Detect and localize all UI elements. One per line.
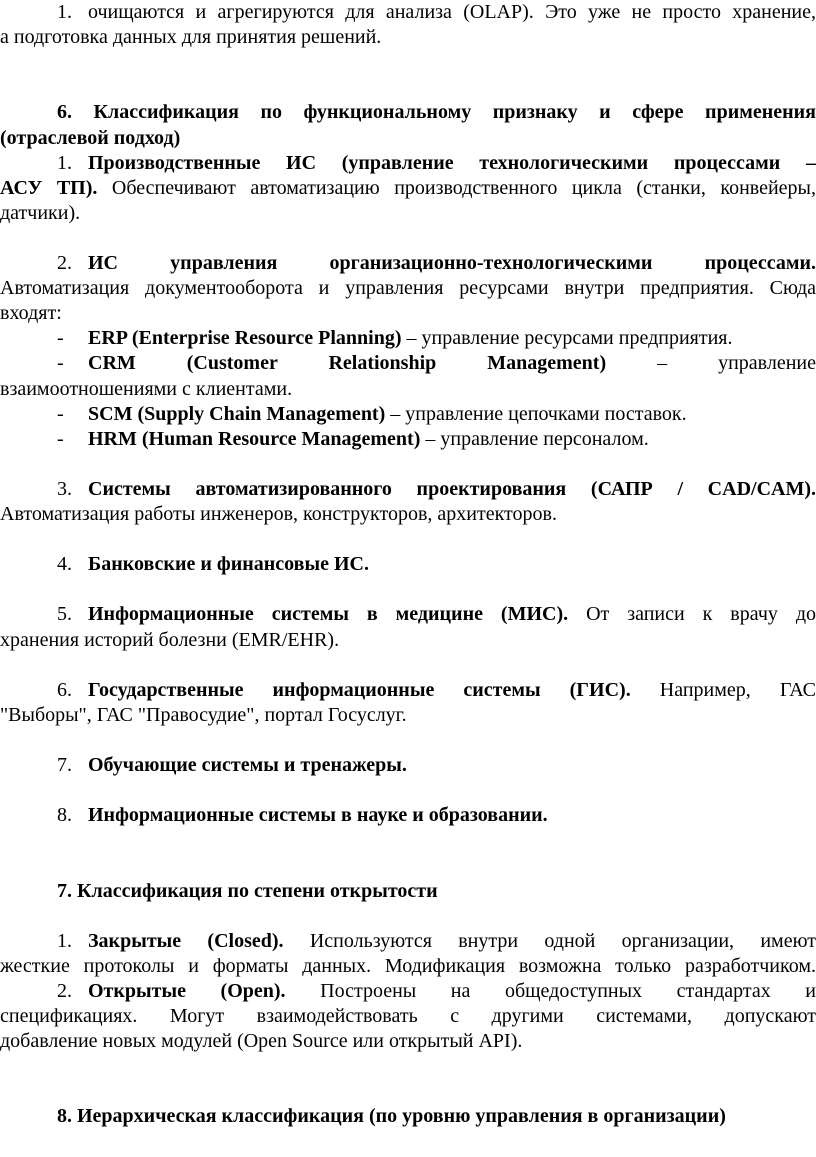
list-marker: 4. [57, 553, 72, 576]
list-marker: - [57, 427, 64, 450]
list-marker: 2. [57, 252, 72, 274]
text-line [0, 100, 816, 125]
text-line [0, 929, 816, 954]
list-marker: 1. [57, 929, 72, 952]
bold-text: 7. Классификация по степени открытости [57, 879, 438, 902]
list-marker: 1. [57, 1, 72, 23]
bold-text: Обучающие системы и тренажеры. [88, 754, 407, 776]
text-line [0, 326, 816, 351]
bold-text: Производственные ИС (управление технологическими процессами – [88, 151, 816, 174]
text-line [0, 1029, 816, 1054]
text-line [0, 1104, 816, 1129]
text: Автоматизация работы инженеров, конструкторов, архитекторов. [0, 503, 557, 525]
text-line [0, 703, 816, 728]
text: – управление [606, 352, 816, 375]
list-marker: - [57, 402, 64, 425]
list-marker: - [57, 352, 64, 375]
bold-text: CRM (Customer Relationship Management) [88, 352, 607, 375]
list-marker: 2. [57, 979, 72, 1002]
bold-text: 6. Классификация по функциональному признаку и сфере применения [57, 101, 816, 124]
text-line [0, 126, 816, 151]
bold-text: Информационные системы в медицине (МИС). [88, 603, 569, 626]
text: – управление цепочками поставок. [385, 402, 687, 425]
text-line [0, 879, 816, 904]
text-line [0, 602, 816, 627]
text: хранения историй болезни (EMR/EHR). [0, 628, 340, 651]
bold-text: HRM (Human Resource Management) [88, 427, 421, 450]
text-line [0, 351, 816, 376]
list-marker: 1. [57, 151, 72, 174]
text: очищаются и агрегируются для анализа (OLAP). Это уже не просто хранение, [88, 1, 816, 23]
text: Используются внутри одной организации, имеют [283, 929, 816, 952]
text-line [0, 1004, 816, 1029]
text-line [0, 979, 816, 1004]
text: спецификациях. Могут взаимодействовать с другими системами, допускают [0, 1005, 816, 1027]
bold-text: ERP (Enterprise Resource Planning) [88, 327, 402, 350]
text: От записи к врачу до [568, 603, 816, 626]
text-line [0, 276, 816, 301]
list-marker: 6. [57, 678, 72, 701]
bold-text: Государственные информационные системы (ГИС). [88, 678, 631, 701]
text: – управление ресурсами предприятия. [401, 327, 733, 350]
bold-text: (отраслевой подход) [0, 126, 181, 149]
bold-text: Банковские и финансовые ИС. [88, 553, 369, 576]
text-line [0, 201, 816, 226]
text: Автоматизация документооборота и управления ресурсами внутри предприятия. Сюда [0, 277, 816, 300]
text: а подготовка данных для принятия решений. [0, 26, 382, 49]
text-line [0, 251, 816, 276]
text-line [0, 0, 816, 25]
list-marker: 8. [57, 804, 72, 827]
text: жесткие протоколы и форматы данных. Модификация возможна только разработчиком. [0, 954, 816, 977]
text-line [0, 301, 816, 326]
text-line [0, 954, 816, 979]
text: Обеспечивают автоматизацию производственного цикла (станки, конвейеры, [97, 176, 816, 199]
list-marker: 5. [57, 603, 72, 626]
list-marker: 3. [57, 477, 72, 500]
bold-text: Информационные системы в науке и образовании. [88, 804, 548, 827]
text-line [0, 477, 816, 502]
text-line [0, 377, 816, 402]
bold-text: SCM (Supply Chain Management) [88, 402, 386, 425]
text: добавление новых модулей (Open Source или открытый API). [0, 1030, 523, 1053]
bold-text: Открытые (Open). [88, 979, 286, 1002]
text: взаимоотношениями с клиентами. [0, 377, 293, 400]
text: "Выборы", ГАС "Правосудие", портал Госуслуг. [0, 703, 407, 726]
text-line [0, 803, 816, 828]
text-line [0, 25, 816, 50]
text-line [0, 753, 816, 778]
text: датчики). [0, 201, 81, 224]
text-line [0, 427, 816, 452]
list-marker: - [57, 327, 64, 350]
bold-text: АСУ ТП). [0, 176, 98, 199]
text-line [0, 151, 816, 176]
list-marker: 7. [57, 754, 72, 776]
text-line [0, 678, 816, 703]
text: – управление персоналом. [420, 427, 649, 450]
text-line [0, 552, 816, 577]
text: Например, ГАС [630, 678, 816, 701]
bold-text: Закрытые (Closed). [88, 929, 284, 952]
bold-text: Системы автоматизированного проектирования (САПР / CAD/CAM). [88, 477, 816, 500]
text-line [0, 402, 816, 427]
text: входят: [0, 302, 62, 325]
text: Построены на общедоступных стандартах и [285, 979, 816, 1002]
text-line [0, 502, 816, 527]
text-line [0, 176, 816, 201]
bold-text: ИС управления организационно-технологическими процессами. [88, 252, 816, 274]
text-line [0, 628, 816, 653]
bold-text: 8. Иерархическая классификация (по уровню управления в организации) [57, 1105, 726, 1128]
